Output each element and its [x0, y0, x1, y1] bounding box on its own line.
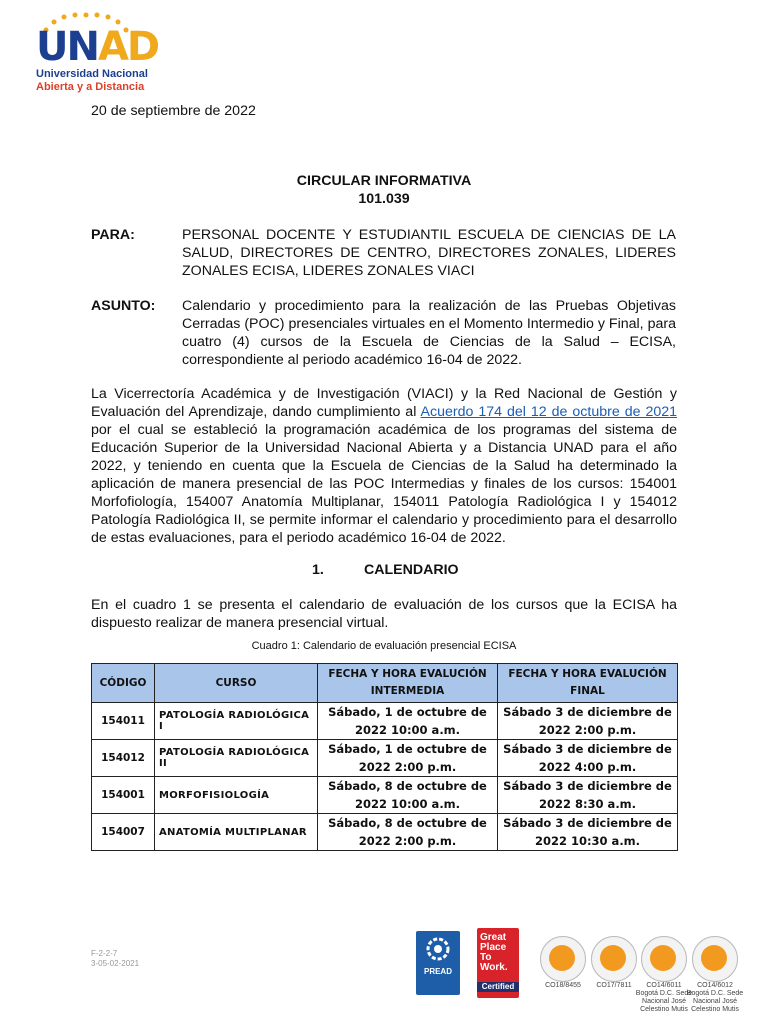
- body-paragraph: [91, 385, 677, 547]
- course-name: ANATOMÍA MULTIPLANAR: [155, 814, 318, 851]
- sgs-check-icon: [540, 936, 586, 982]
- gptw-certified: Certified: [477, 982, 519, 992]
- sgs-seal: CO18/8455: [540, 936, 586, 996]
- table-row: [92, 814, 678, 851]
- course-name: PATOLOGÍA RADIOLÓGICA II: [155, 740, 318, 777]
- document-title: [0, 172, 768, 208]
- course-name: PATOLOGÍA RADIOLÓGICA I: [155, 703, 318, 740]
- document-date: 20 de septiembre de 2022: [91, 103, 256, 119]
- great-place-to-work-seal: [477, 928, 519, 998]
- section-number: 1.: [312, 562, 324, 578]
- course-name: MORFOFISIOLOGÍA: [155, 777, 318, 814]
- sgs-seal: CO14/6012 Bogotá D.C. Sede Nacional José Celestino Mutis: [692, 936, 738, 996]
- calendar-table: [91, 663, 678, 851]
- gptw-text: Great Place To Work.: [480, 932, 508, 973]
- table-row: [92, 740, 678, 777]
- final-date: Sábado 3 de diciembre de 2022 10:30 a.m.: [498, 814, 678, 851]
- intermediate-date: Sábado, 8 de octubre de 2022 10:00 a.m.: [318, 777, 498, 814]
- sgs-seal: CO14/6011 Bogotá D.C. Sede Nacional José Celestino Mutis: [641, 936, 687, 996]
- asunto-label: ASUNTO:: [91, 298, 156, 314]
- table-caption: Cuadro 1: Calendario de evaluación presencial ECISA: [251, 640, 517, 652]
- pread-seal: [416, 931, 460, 995]
- intermediate-date: Sábado, 8 de octubre de 2022 2:00 p.m.: [318, 814, 498, 851]
- university-name-line1: Universidad Nacional: [36, 68, 148, 80]
- intermediate-date: Sábado, 1 de octubre de 2022 10:00 a.m.: [318, 703, 498, 740]
- sgs-check-icon: [591, 936, 637, 982]
- acuerdo-link[interactable]: Acuerdo 174 del 12 de octubre de 2021: [420, 404, 678, 420]
- body-text-after-link: por el cual se estableció la programación académica de los programas del sistema de Educación Superior de la Universidad Nacional Abierta y a Distancia UNAD para el año 2022, y teniendo en cuenta que la Escuela de Ciencias de la Salud ha determinado la aplicación de manera presencial de las POC Intermedias y finales de los cursos: 154001 Morfofiología, 154007 Anatomía Multiplanar, 154011 Patología Radiológica I y 154012 Patología Radiológica II, se permite informar el calendario y procedimiento para el desarrollo de estas evaluaciones, para el periodo académico 16-04 de 2022.: [91, 422, 677, 546]
- header-codigo: CÓDIGO: [92, 664, 155, 703]
- final-date: Sábado 3 de diciembre de 2022 2:00 p.m.: [498, 703, 678, 740]
- asunto-text: Calendario y procedimiento para la realización de las Pruebas Objetivas Cerradas (POC) presenciales virtuales en el Momento Intermedio y Final, para cuatro (4) cursos de la Escuela de Ciencias de la Salud – ECISA, correspondiente al periodo académico 16-04 de 2022.: [182, 298, 676, 368]
- table-header-row: [92, 664, 678, 703]
- para-label: PARA:: [91, 227, 135, 243]
- final-date: Sábado 3 de diciembre de 2022 4:00 p.m.: [498, 740, 678, 777]
- unad-logo: [36, 12, 159, 93]
- university-name-line2: Abierta y a Distancia: [36, 81, 145, 93]
- sgs-check-icon: [692, 936, 738, 982]
- logo-wordmark: UNAD: [36, 24, 159, 70]
- intermediate-date: Sábado, 1 de octubre de 2022 2:00 p.m.: [318, 740, 498, 777]
- sgs-seal: CO17/7811: [591, 936, 637, 996]
- course-code: 154012: [92, 740, 155, 777]
- pread-label: PREAD: [423, 967, 452, 976]
- header-curso: CURSO: [155, 664, 318, 703]
- section-title: CALENDARIO: [364, 562, 459, 578]
- body-text-before-link: La Vicerrectoría Académica y de Investigación (VIACI) y la Red Nacional de Gestión y Evaluación del Aprendizaje, dando cumplimiento al: [91, 386, 677, 420]
- title-line1: CIRCULAR INFORMATIVA: [296, 173, 472, 189]
- course-code: 154011: [92, 703, 155, 740]
- course-code: 154007: [92, 814, 155, 851]
- form-code: F-2-2-7 3-05-02-2021: [91, 949, 140, 968]
- final-date: Sábado 3 de diciembre de 2022 8:30 a.m.: [498, 777, 678, 814]
- table-row: [92, 703, 678, 740]
- course-code: 154001: [92, 777, 155, 814]
- sgs-check-icon: [641, 936, 687, 982]
- para-recipients: PERSONAL DOCENTE Y ESTUDIANTIL ESCUELA DE CIENCIAS DE LA SALUD, DIRECTORES DE CENTRO, DIRECTORES ZONALES, LIDERES ZONALES ECISA, LIDERES ZONALES VIACI: [182, 227, 676, 279]
- intro-paragraph: En el cuadro 1 se presenta el calendario de evaluación de los cursos que la ECISA ha dispuesto realizar de manera presencial virtual.: [91, 597, 677, 631]
- table-row: [92, 777, 678, 814]
- section-heading: [312, 561, 459, 579]
- header-intermedia: FECHA Y HORA EVALUCIÓN INTERMEDIA: [318, 664, 498, 703]
- circular-number: 101.039: [358, 191, 410, 207]
- header-final: FECHA Y HORA EVALUCIÓN FINAL: [498, 664, 678, 703]
- pread-gear-icon: [416, 931, 460, 965]
